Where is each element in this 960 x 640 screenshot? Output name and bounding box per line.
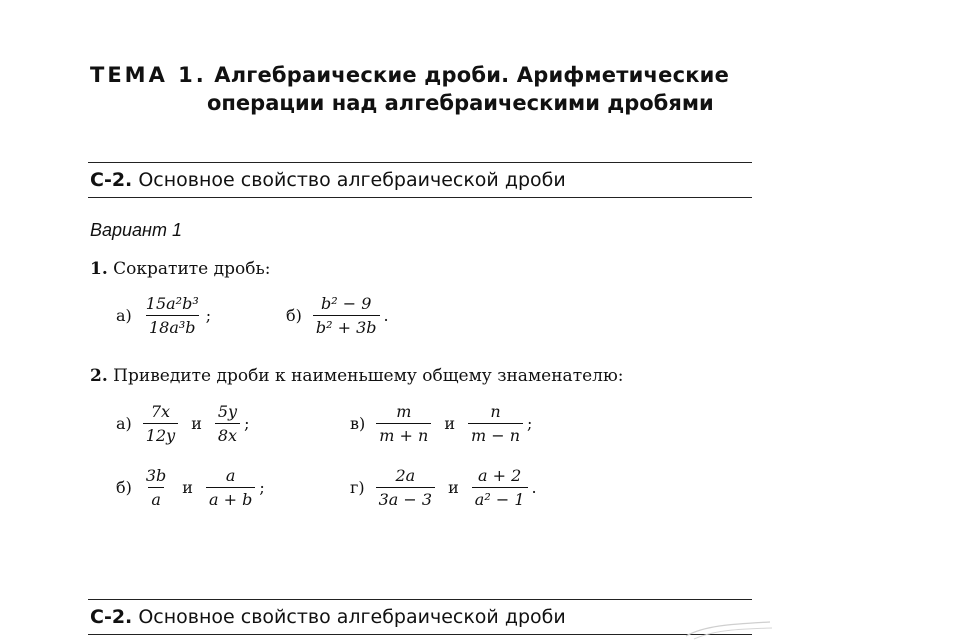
numerator: 3b xyxy=(145,466,167,485)
numerator: n xyxy=(490,402,501,421)
variant-label: Вариант 1 xyxy=(90,220,182,240)
conjunction: и xyxy=(444,414,455,433)
punctuation: . xyxy=(531,478,537,497)
conjunction: и xyxy=(448,478,459,497)
fraction xyxy=(206,466,255,509)
task2-item-v xyxy=(350,402,532,445)
denominator: 8x xyxy=(215,423,240,445)
denominator: 3a − 3 xyxy=(376,487,435,509)
section-code: С-2. xyxy=(90,606,133,628)
section-rule-top-repeat xyxy=(88,599,752,600)
topic-label: ТЕМА 1. xyxy=(90,63,207,87)
numerator: 15a²b³ xyxy=(145,294,199,313)
section-heading xyxy=(90,168,566,192)
fraction xyxy=(376,402,431,445)
item-label: а) xyxy=(116,414,132,433)
item-label: г) xyxy=(350,478,365,497)
denominator: a xyxy=(148,487,164,509)
section-heading-repeat xyxy=(90,605,566,629)
punctuation: ; xyxy=(205,306,212,325)
denominator: 12y xyxy=(143,423,178,445)
section-title: Основное свойство алгебраической дроби xyxy=(138,169,566,191)
fraction xyxy=(143,402,178,445)
task1-item-b xyxy=(286,294,389,337)
numerator: a xyxy=(225,466,236,485)
topic-title-line1: Алгебраические дроби. Арифметические xyxy=(214,63,730,87)
task1-number: 1. xyxy=(90,259,108,279)
topic-heading xyxy=(90,62,729,89)
fraction xyxy=(376,466,435,509)
numerator: 7x xyxy=(150,402,171,421)
task2-text: Приведите дроби к наименьшему общему знаменателю: xyxy=(113,366,624,386)
denominator: a² − 1 xyxy=(472,487,528,509)
fraction xyxy=(215,402,240,445)
item-label: б) xyxy=(286,306,302,325)
punctuation: . xyxy=(383,306,389,325)
topic-title-line2: операции над алгебраическими дробями xyxy=(207,91,714,115)
numerator: a + 2 xyxy=(477,466,522,485)
task1-text: Сократите дробь: xyxy=(113,259,271,279)
fraction xyxy=(313,294,380,337)
item-label: в) xyxy=(350,414,366,433)
punctuation: ; xyxy=(527,414,533,433)
conjunction: и xyxy=(182,478,193,497)
fraction xyxy=(143,466,169,509)
denominator: b² + 3b xyxy=(313,315,380,337)
item-label: б) xyxy=(116,478,132,497)
fraction xyxy=(468,402,523,445)
conjunction: и xyxy=(191,414,202,433)
punctuation: ; xyxy=(259,478,265,497)
task2-item-g xyxy=(350,466,537,509)
task1-item-a xyxy=(116,294,211,337)
punctuation: ; xyxy=(244,414,250,433)
task2-number: 2. xyxy=(90,366,108,386)
fraction xyxy=(472,466,528,509)
section-code: С-2. xyxy=(90,169,133,191)
denominator: 18a³b xyxy=(146,315,199,337)
numerator: b² − 9 xyxy=(320,294,372,313)
task1-statement xyxy=(90,259,270,279)
section-title: Основное свойство алгебраической дроби xyxy=(138,606,566,628)
item-label: а) xyxy=(116,306,132,325)
task2-statement xyxy=(90,366,623,386)
denominator: m − n xyxy=(468,423,523,445)
section-rule-bottom-repeat xyxy=(88,634,752,635)
numerator: 2a xyxy=(395,466,416,485)
section-rule-bottom xyxy=(88,197,752,198)
denominator: a + b xyxy=(206,487,255,509)
fraction xyxy=(143,294,202,337)
section-rule-top xyxy=(88,162,752,163)
task2-item-b xyxy=(116,466,265,509)
numerator: 5y xyxy=(217,402,238,421)
pencil-scribble xyxy=(684,618,774,640)
denominator: m + n xyxy=(376,423,431,445)
numerator: m xyxy=(396,402,412,421)
task2-item-a xyxy=(116,402,249,445)
